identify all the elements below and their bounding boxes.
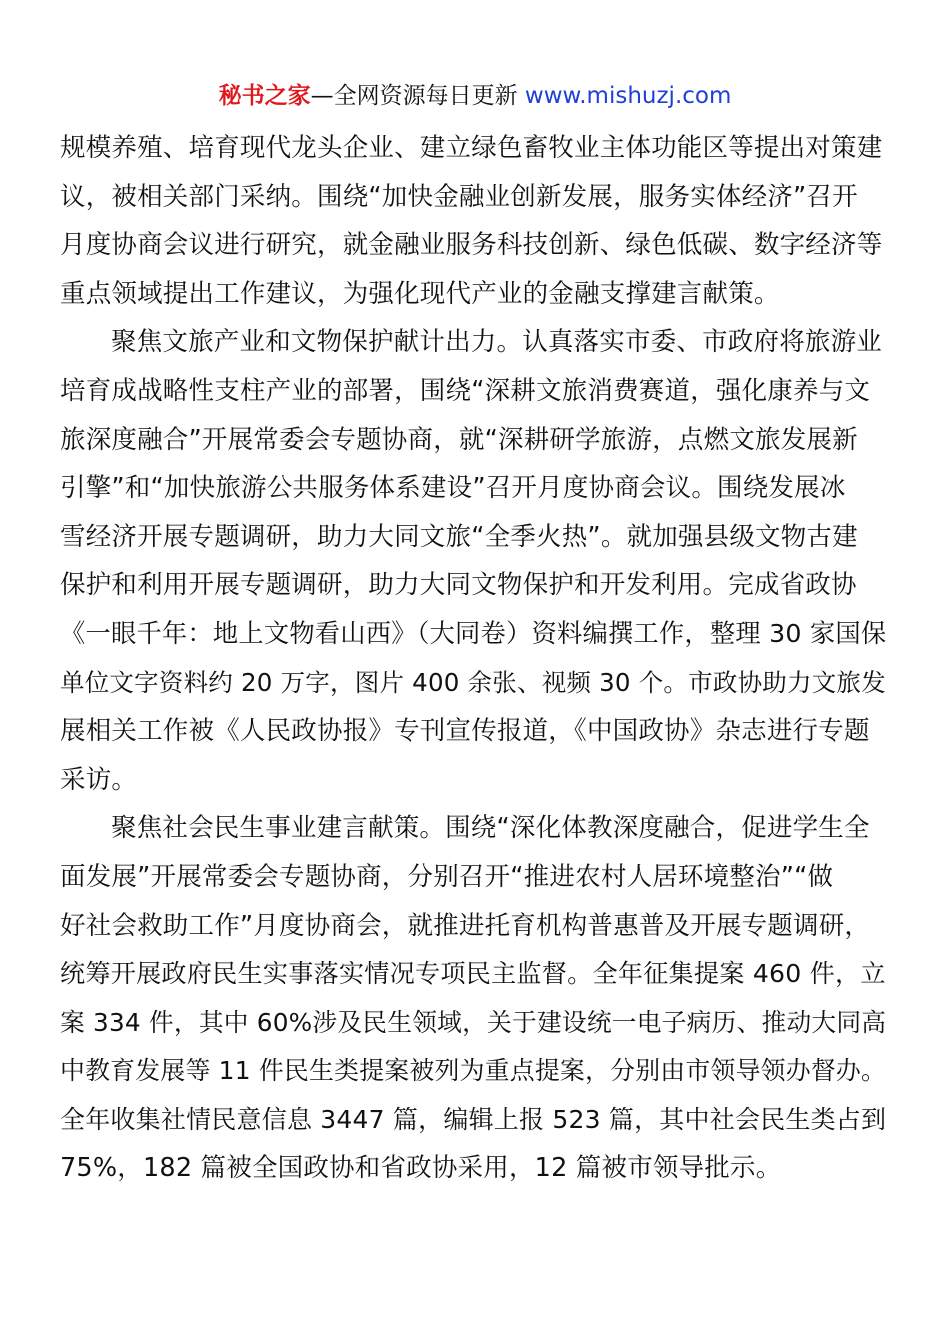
text-line: 全年收集社情民意信息 3447 篇，编辑上报 523 篇，其中社会民生类占到 <box>60 1104 887 1134</box>
text-line: 培育成战略性支柱产业的部署，围绕“深耕文旅消费赛道，强化康养与文 <box>60 375 871 406</box>
text-line: 议，被相关部门采纳。围绕“加快金融业创新发展，服务实体经济”召开 <box>60 181 858 212</box>
text-line: 保护和利用开展专题调研，助力大同文物保护和开发利用。完成省政协 <box>60 570 857 601</box>
site-header <box>0 80 950 112</box>
text-line: 单位文字资料约 20 万字，图片 400 余张、视频 30 个。市政协助力文旅发 <box>60 667 886 697</box>
text-line: 月度协商会议进行研究，就金融业服务科技创新、绿色低碳、数字经济等 <box>60 230 883 261</box>
text-line: 案 334 件，其中 60%涉及民生领域，关于建设统一电子病历、推动大同高 <box>60 1007 887 1037</box>
text-line: 好社会救助工作”月度协商会，就推进托育机构普惠普及开展专题调研， <box>60 910 871 941</box>
text-line: 采访。 <box>60 764 138 795</box>
text-line: 雪经济开展专题调研，助力大同文旅“全季火热”。就加强县级文物古建 <box>60 521 858 552</box>
paragraph-heading-line: 聚焦文旅产业和文物保护献计出力。认真落实市委、市政府将旅游业 <box>111 327 883 358</box>
text-line: 规模养殖、培育现代龙头企业、建立绿色畜牧业主体功能区等提出对策建 <box>60 133 883 163</box>
paragraph-heading-line: 聚焦社会民生事业建言献策。围绕“深化体教深度融合，促进学生全 <box>111 813 870 844</box>
text-line: 重点领域提出工作建议，为强化现代产业的金融支撑建言献策。 <box>60 278 780 309</box>
text-line: 中教育发展等 11 件民生类提案被列为重点提案，分别由市领导领办督办。 <box>60 1056 887 1086</box>
header-tagline: —全网资源每日更新 <box>310 83 525 109</box>
text-line: 展相关工作被《人民政协报》专刊宣传报道，《中国政协》杂志进行专题 <box>60 716 870 747</box>
text-line: 引擎”和“加快旅游公共服务体系建设”召开月度协商会议。围绕发展冰 <box>60 473 846 504</box>
site-url-link[interactable]: www.mishuzj.com <box>524 83 732 109</box>
brand-name: 秘书之家 <box>218 83 311 109</box>
text-line: 75%，182 篇被全国政协和省政协采用，12 篇被市领导批示。 <box>60 1153 782 1184</box>
text-line: 《一眼千年：地上文物看山西》（大同卷）资料编撰工作，整理 30 家国保 <box>60 618 887 648</box>
text-line: 旅深度融合”开展常委会专题协商，就“深耕研学旅游，点燃文旅发展新 <box>60 424 858 455</box>
document-body <box>60 124 886 1193</box>
text-line: 面发展”开展常委会专题协商，分别召开“推进农村人居环境整治”“做 <box>60 861 834 892</box>
text-line: 统筹开展政府民生实事落实情况专项民主监督。全年征集提案 460 件，立 <box>60 959 886 989</box>
